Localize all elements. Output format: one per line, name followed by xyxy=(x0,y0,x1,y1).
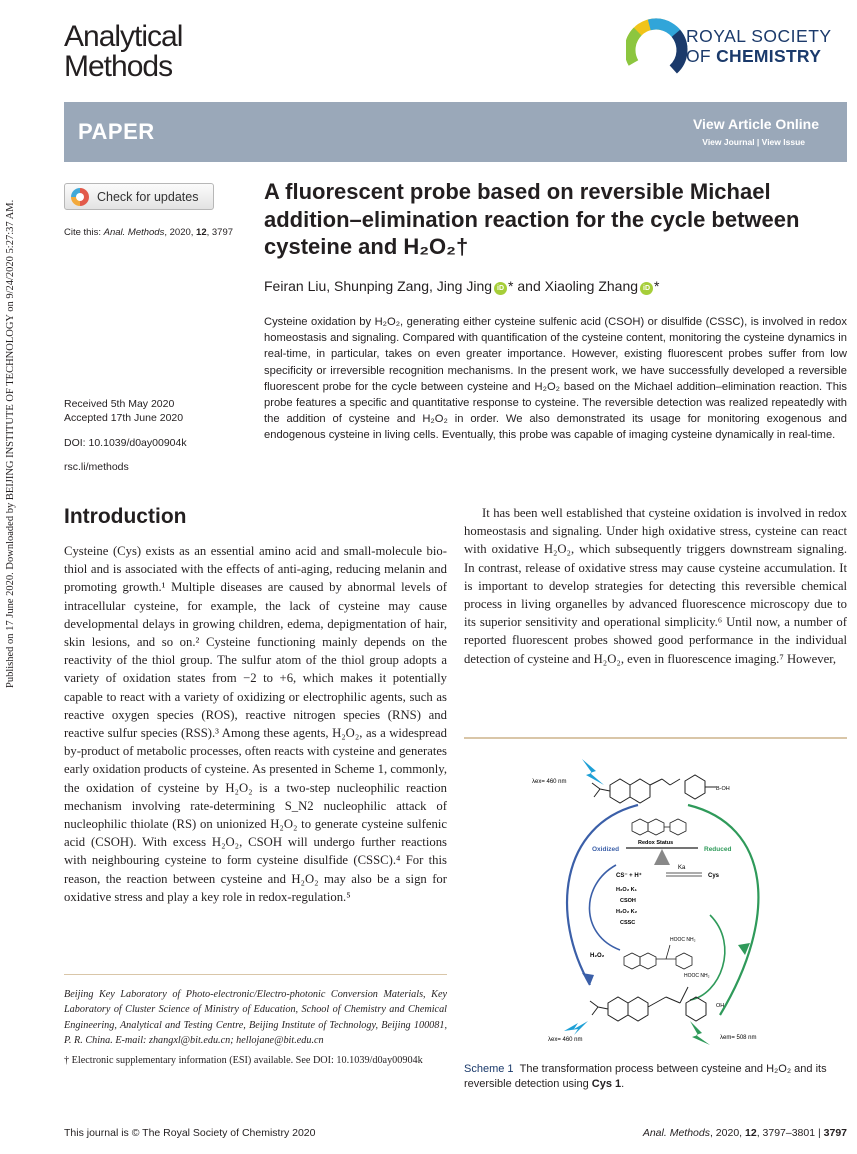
citation: Cite this: Anal. Methods, 2020, 12, 3797 xyxy=(64,227,234,238)
ka-label: Ka xyxy=(678,865,686,871)
boronic-label-top: B-OH xyxy=(716,786,730,792)
adduct-molecule-middle xyxy=(624,945,692,969)
abstract: Cysteine oxidation by H₂O₂, generating either cysteine sulfenic acid (CSOH) or disulfide (CSSC), is involved in redox homeostasis and signaling. Compared with quantification of the cysteine content, monitoring the cysteine dynamics in real-time, in particular, takes on even greater importance. However, existing fluorescent probes suffer from low specificity or irreversible recognition mechanisms. In the present work, we have successfully developed a reversible fluorescent probe for the cycle between cysteine and H₂O₂ based on the Michael addition–elimination reaction. This probe features a specific and quantitative response to cysteine. The reversible detection was realized repeatedly with the addition of cysteine and H₂O₂ in order. We also demonstrated its usage for monitoring exogenous and endogenous cysteine in living cells. Eventually, this probe was capable of imaging cysteine dynamically in real-time. xyxy=(264,316,847,442)
view-article-online-link[interactable]: View Article Online xyxy=(692,116,819,132)
download-note: Published on 17 June 2020. Downloaded by BEIJING INSTITUTE OF TECHNOLOGY on 9/24/2020 5:27:37 AM. xyxy=(5,199,16,688)
balance-triangle xyxy=(654,849,670,865)
k1-label: H₂O₂ K₁ xyxy=(616,887,637,893)
oh-label: OH xyxy=(716,1003,725,1009)
journal-link[interactable]: rsc.li/methods xyxy=(64,461,129,473)
hooc-nh2-b: HOOC NH₂ xyxy=(684,973,710,979)
adduct-molecule-bottom xyxy=(590,987,706,1021)
affiliation-footnote: Beijing Key Laboratory of Photo-electronic/Electro-photonic Conversion Materials, Key Laboratory of Cluster Science of Ministry of Education, School of Chemistry and Chemical Engineering, Analytical and Testing Centre, Beijing Institute of Technology, Beijing 100081, P. R. China. E-mail: zhangxl@bit.edu.cn; hellojane@bit.edu.cn xyxy=(64,989,447,1047)
ex-bottom-label: λex= 460 nm xyxy=(548,1037,583,1043)
intro-paragraph-2: It has been well established that cysteine oxidation is involved in redox homeostasis and signaling. Under high oxidative stress, cysteine can react with oxidative H₂O₂, which subsequently triggers downstream signaling. In contrast, release of oxidative stress may cause cysteine accumulation. It is important to develop strategies for detecting this reversible chemical process in living organelles by advanced fluorescence microscopy due to its superior sensitivity and operational simplicity.⁶ Until now, a number of reported fluorescent probes showed good performance in the individual detection of cysteine and H₂O₂, even in fluorescence imaging.⁷ However, xyxy=(464,506,847,666)
footer-citation: Anal. Methods, 2020, 12, 3797–3801 | 3797 xyxy=(642,1127,847,1139)
copyright-line: This journal is © The Royal Society of Chemistry 2020 xyxy=(64,1127,316,1139)
redox-status-label: Redox Status xyxy=(638,840,674,846)
cys-label: Cys xyxy=(708,873,720,879)
scheme-1-figure xyxy=(520,745,790,1050)
cssc-label: CSSC xyxy=(620,920,636,926)
h2o2-left-label: H₂O₂ xyxy=(590,953,605,959)
article-type-label: PAPER xyxy=(78,119,155,144)
view-journal-issue-links[interactable]: View Journal | View Issue xyxy=(702,137,805,147)
scheme-divider xyxy=(464,737,847,739)
footnotes xyxy=(64,974,447,1068)
em-bottom-label: λem= 508 nm xyxy=(720,1035,757,1041)
reduced-label: Reduced xyxy=(704,846,732,853)
esi-footnote: † Electronic supplementary information (ESI) available. See DOI: 10.1039/d0ay00904k xyxy=(64,1054,423,1066)
article-type-banner xyxy=(64,102,847,162)
cs-h-label: CS⁻ + H⁺ xyxy=(616,873,642,879)
csoh-label: CSOH xyxy=(620,898,636,904)
emission-lightning-icon xyxy=(690,1021,710,1045)
section-heading-introduction: Introduction xyxy=(64,505,187,528)
excitation-lightning-icon xyxy=(582,759,604,785)
crossmark-icon xyxy=(71,188,89,206)
hooc-nh2-a: HOOC NH₂ xyxy=(670,937,696,943)
orcid-icon[interactable]: iD xyxy=(494,282,507,295)
ex-top-label: λex= 460 nm xyxy=(532,779,567,785)
rsc-wordmark: ROYAL SOCIETY OF CHEMISTRY xyxy=(686,26,832,66)
k2-label: H₂O₂ K₂ xyxy=(616,909,638,915)
article-title: A fluorescent probe based on reversible Michael addition–elimination reaction for the cycle between cysteine and H₂O₂† xyxy=(264,179,800,259)
doi[interactable]: DOI: 10.1039/d0ay00904k xyxy=(64,437,187,449)
oxidized-label: Oxidized xyxy=(592,846,620,853)
intro-paragraph-1: Cysteine (Cys) exists as an essential amino acid and small-molecule bio-thiol and is associated with the effects of anti-aging, reducing melanin and promoting growth.¹ Multiple diseases are caused by abnormal levels of intracellular cysteine, for example, the lack of cysteine may cause developmental delays in growing children, edema, depigmentation of hair, skin lesions, and so on.² Cysteine functioning mainly depends on the reactivity of the thiol group. The sulfur atom of the thiol group adopts a variety of oxidation states from −2 to +6, which makes it potentially capable to react with a variety of oxidizing or electrophilic agents, such as reactive oxygen species (ROS), reactive nitrogen species (RNS) and reactive sulfur species (RSS).³ Among these agents, H₂O₂, as a widespread by-product of metabolic processes, often reacts with cysteine and generates early oxidation products of cysteine. As presented in Scheme 1, commonly, the oxidation of cysteine by H₂O₂ is a two-step nucleophilic reaction mechanism involving rate-determining S_N2 nucleophilic attack of nucleophilic thiolate (RS) on unionized H₂O₂ to generate cysteine sulfenic acid (CSOH). With excess H₂O₂, CSOH will undergo further reactions with neighbouring cysteine to form cysteine disulfide (CSSC).⁴ For this reason, the reaction between cysteine and H₂O₂ may also be a sign for oxidative stress and play a key role in redox-regulation.⁵ xyxy=(64,544,447,904)
probe-molecule-middle xyxy=(632,819,686,835)
received-dates: Received 5th May 2020 Accepted 17th June 2020 xyxy=(64,398,184,424)
scheme-caption: Scheme 1 The transformation process between cysteine and H₂O₂ and its reversible detection using Cys 1. xyxy=(464,1063,827,1090)
author-list: Feiran Liu, Shunping Zang, Jing Jing iD * and Xiaoling Zhang iD * xyxy=(264,278,660,294)
journal-title[interactable]: Analytical Methods xyxy=(64,20,183,83)
probe-molecule-top xyxy=(592,775,716,803)
check-for-updates-button[interactable]: Check for updates xyxy=(64,183,214,210)
excitation-bottom-lightning-icon xyxy=(564,1021,588,1035)
orcid-icon[interactable]: iD xyxy=(640,282,653,295)
reduction-arrow xyxy=(688,805,758,1015)
inner-arrow-right xyxy=(690,915,725,1000)
